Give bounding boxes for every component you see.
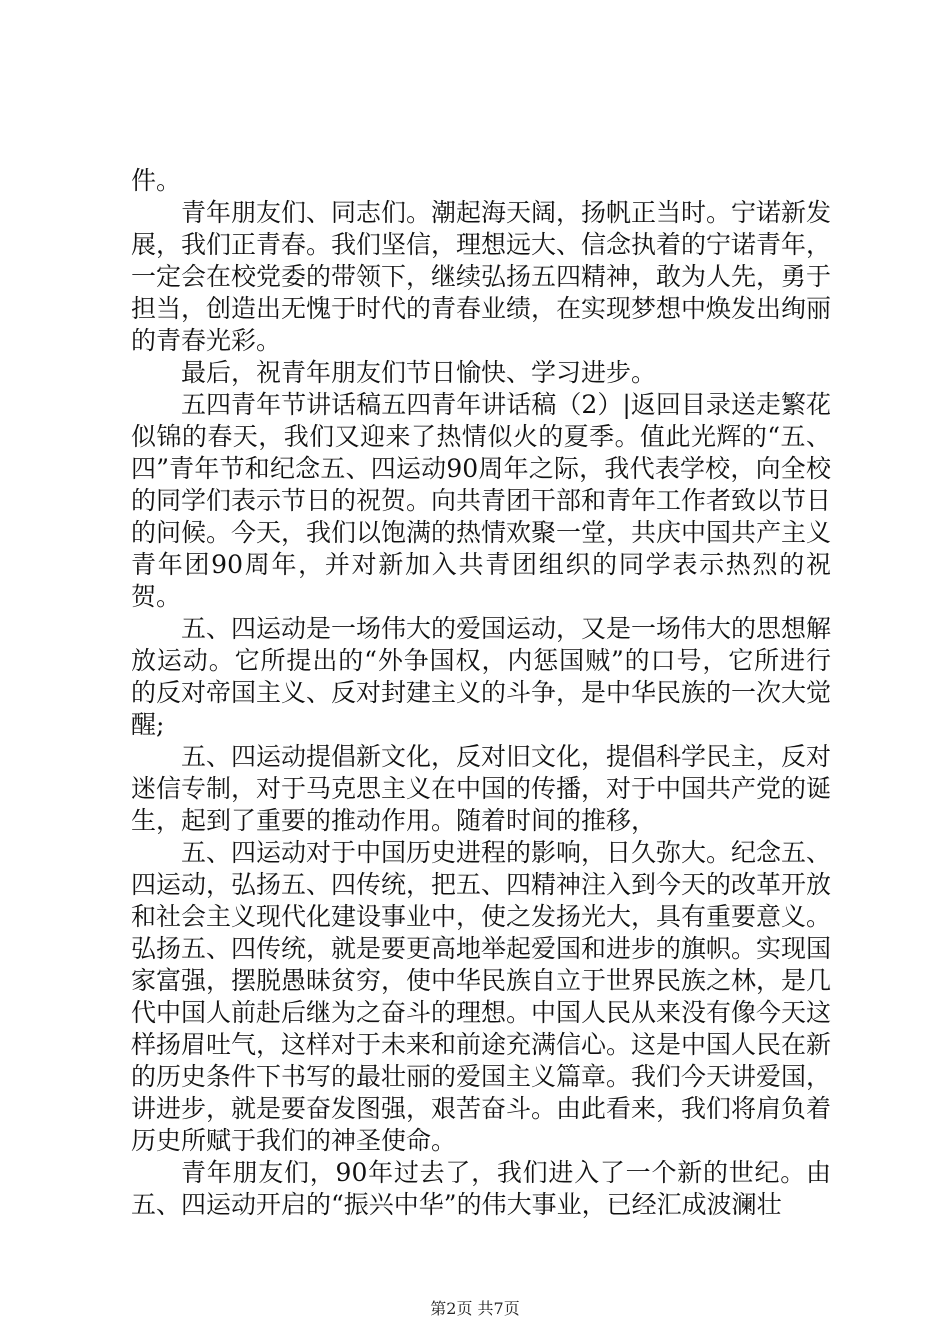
paragraph-historical-influence: 五、四运动对于中国历史进程的影响，日久弥大。纪念五、四运动，弘扬五、四传统，把五、四精神注入到今天的改革开放和社会主义现代化建设事业中，使之发扬光大，具有重要意义。弘扬五、四传统，就是要更高地举起爱国和进步的旗帜。实现国家富强，摆脱愚昧贫穷，使中华民族自立于世界民族之林，是几代中国人前赴后继为之奋斗的理想。中国人民从来没有像今天这样扬眉吐气，这样对于未来和前途充满信心。这是中国人民在新的历史条件下书写的最壮丽的爱国主义篇章。我们今天讲爱国，讲进步，就是要奋发图强，艰苦奋斗。由此看来，我们将肩负着历史所赋于我们的神圣使命。 (131, 838, 832, 1155)
paragraph-speech-2-intro: 五四青年节讲话稿五四青年讲话稿（2）|返回目录送走繁花似锦的春天，我们又迎来了热情似火的夏季。值此光辉的“五、四”青年节和纪念五、四运动90周年之际，我代表学校，向全校的同学们表示节日的祝贺。向共青团干部和青年工作者致以节日的问候。今天，我们以饱满的热情欢聚一堂，共庆中国共产主义青年团90周年，并对新加入共青团组织的同学表示热烈的祝贺。 (131, 390, 832, 611)
paragraph-final-wishes: 最后，祝青年朋友们节日愉快、学习进步。 (181, 358, 657, 387)
paragraph-new-century: 青年朋友们，90年过去了，我们进入了一个新的世纪。由五、四运动开启的“振兴中华”的伟大事业，已经汇成波澜壮 (131, 1158, 831, 1219)
body-text (131, 165, 831, 1221)
paragraph-may-fourth-movement: 五、四运动是一场伟大的爱国运动，又是一场伟大的思想解放运动。它所提出的“外争国权，内惩国贼”的口号，它所进行的反对帝国主义、反对封建主义的斗争，是中华民族的一次大觉醒; (131, 614, 832, 739)
paragraph-continuation: 件。 (131, 166, 182, 195)
page-number: 第2页 共7页 (430, 1299, 520, 1318)
paragraph-new-culture: 五、四运动提倡新文化，反对旧文化，提倡科学民主，反对迷信专制，对于马克思主义在中国的传播，对于中国共产党的诞生，起到了重要的推动作用。随着时间的推移， (131, 742, 832, 835)
paragraph-closing-remarks: 青年朋友们、同志们。潮起海天阔，扬帆正当时。宁诺新发展，我们正青春。我们坚信，理想远大、信念执着的宁诺青年，一定会在校党委的带领下，继续弘扬五四精神，敢为人先，勇于担当，创造出无愧于时代的青春业绩，在实现梦想中焕发出绚丽的青春光彩。 (131, 198, 832, 355)
